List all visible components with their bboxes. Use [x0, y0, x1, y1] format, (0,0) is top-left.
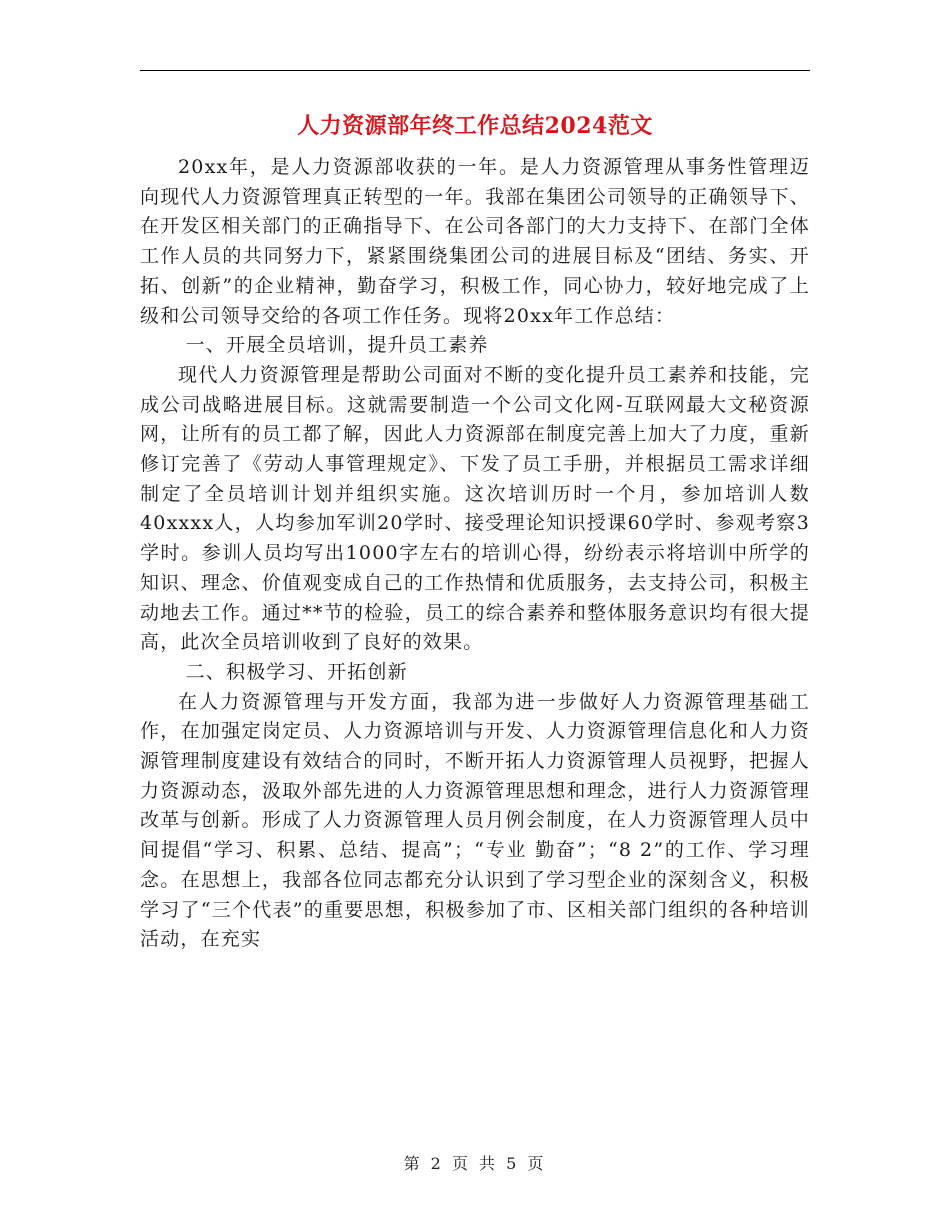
paragraph-intro: 20xx年，是人力资源部收获的一年。是人力资源管理从事务性管理迈向现代人力资源管理真正转型的一年。我部在集团公司领导的正确领导下、在开发区相关部门的正确指导下、在公司各部门的大力支持下、在部门全体工作人员的共同努力下，紧紧围绕集团公司的进展目标及“团结、务实、开拓、创新”的企业精神，勤奋学习，积极工作，同心协力，较好地完成了上级和公司领导交给的各项工作任务。现将20xx年工作总结：: [140, 156, 810, 327]
page-number-footer: 第 2 页 共 5 页: [403, 1154, 547, 1173]
section-heading-2: 二、积极学习、开拓创新: [185, 660, 408, 683]
header-rule: [140, 70, 810, 71]
paragraph-training: 现代人力资源管理是帮助公司面对不断的变化提升员工素养和技能，完成公司战略进展目标。这就需要制造一个公司文化网-互联网最大文秘资源网，让所有的员工都了解，因此人力资源部在制度完善上加大了力度，重新修订完善了《劳动人事管理规定》、下发了员工手册，并根据员工需求详细制定了全员培训计划并组织实施。这次培训历时一个月，参加培训人数40xxxx人，人均参加军训20学时、接受理论知识授课60学时、参观考察3学时。参训人员均写出1000字左右的培训心得，纷纷表示将培训中所学的知识、理念、价值观变成自己的工作热情和优质服务，去支持公司，积极主动地去工作。通过**节的检验，员工的综合素养和整体服务意识均有很大提高，此次全员培训收到了良好的效果。: [140, 363, 810, 654]
paragraph-innovation: 在人力资源管理与开发方面，我部为进一步做好人力资源管理基础工作，在加强定岗定员、人力资源培训与开发、人力资源管理信息化和人力资源管理制度建设有效结合的同时，不断开拓人力资源管理人员视野，把握人力资源动态，汲取外部先进的人力资源管理思想和理念，进行人力资源管理改革与创新。形成了人力资源管理人员月例会制度，在人力资源管理人员中间提倡“学习、积累、总结、提高”；“专业 勤奋”；“8 2”的工作、学习理念。在思想上，我部各位同志都充分认识到了学习型企业的深刻含义，积极学习了“三个代表”的重要思想，积极参加了市、区相关部门组织的各种培训活动，在充实: [140, 690, 810, 951]
section-heading-1: 一、开展全员培训，提升员工素养: [185, 334, 489, 357]
document-title: 人力资源部年终工作总结2024范文: [297, 113, 653, 139]
document-body: [140, 153, 810, 955]
